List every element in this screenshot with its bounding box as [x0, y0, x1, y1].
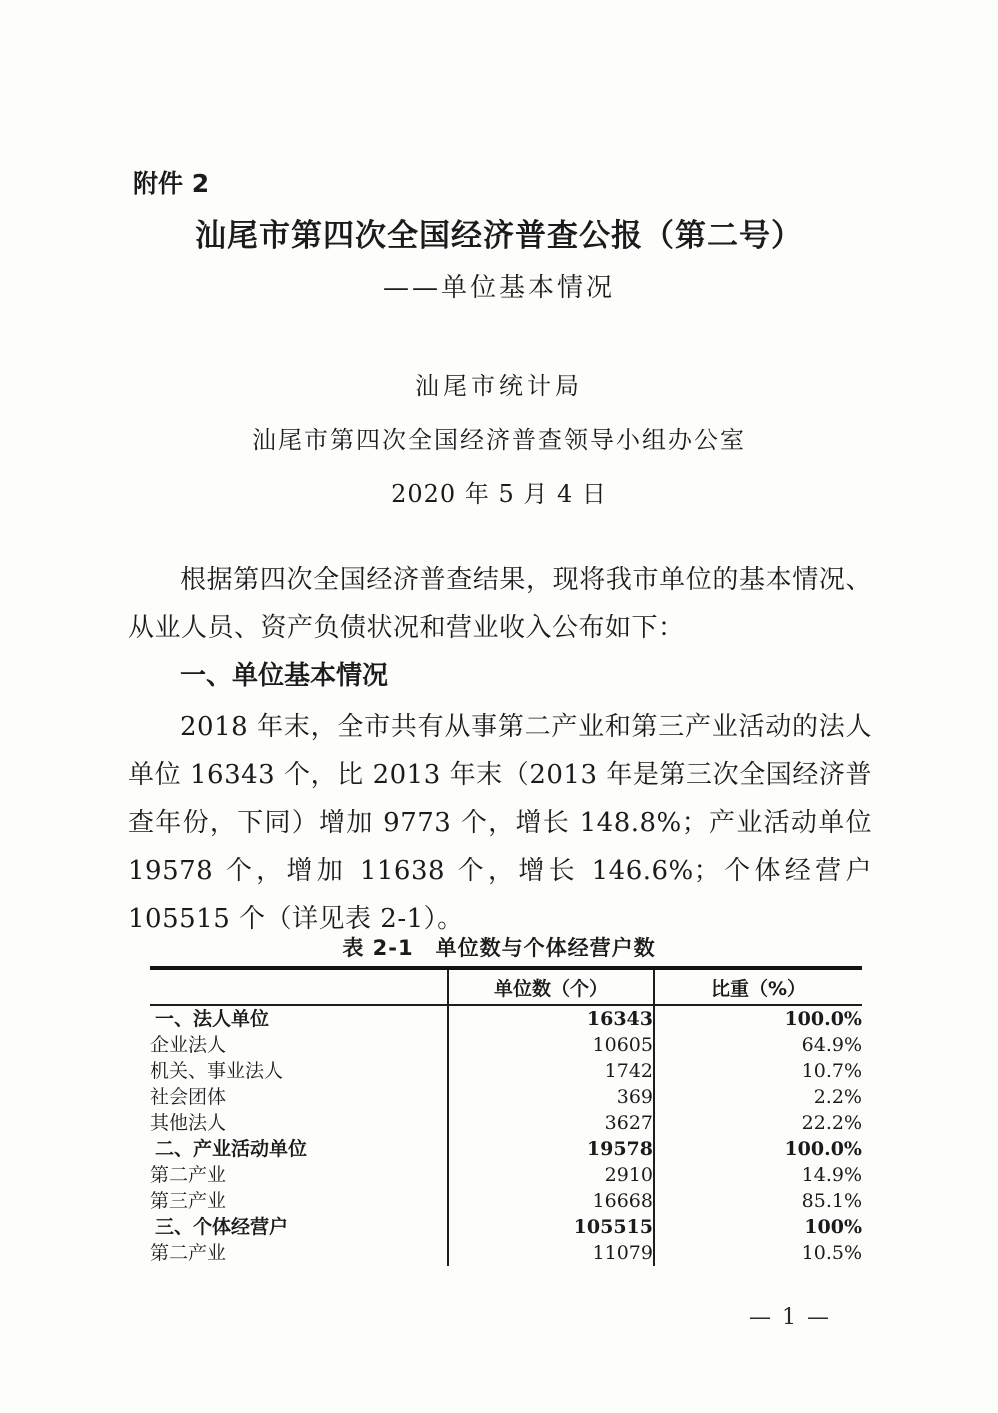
row-units: 105515 [448, 1214, 654, 1240]
table-row [150, 1214, 862, 1240]
header-share: 比重（%） [654, 968, 862, 1005]
table-row [150, 1188, 862, 1214]
row-label: 其他法人 [150, 1112, 227, 1134]
row-label: 二、产业活动单位 [155, 1138, 308, 1160]
row-share: 100.0% [654, 1136, 862, 1162]
table-row [150, 1136, 862, 1162]
table-row [150, 1032, 862, 1058]
row-share: 100% [654, 1214, 862, 1240]
table-row [150, 1005, 862, 1032]
table-row [150, 1058, 862, 1084]
row-share: 85.1% [654, 1188, 862, 1214]
row-share: 2.2% [654, 1084, 862, 1110]
row-label: 企业法人 [150, 1034, 227, 1056]
row-units: 16343 [448, 1005, 654, 1032]
document-date: 2020 年 5 月 4 日 [391, 480, 607, 508]
row-units: 10605 [448, 1032, 654, 1058]
issuer-census-office: 汕尾市第四次全国经济普查领导小组办公室 [252, 426, 746, 454]
row-units: 369 [448, 1084, 654, 1110]
intro-paragraph: 根据第四次全国经济普查结果，现将我市单位的基本情况、从业人员、资产负债状况和营业收入公布如下： [128, 565, 872, 643]
row-units: 3627 [448, 1110, 654, 1136]
row-units: 19578 [448, 1136, 654, 1162]
row-label: 社会团体 [150, 1086, 227, 1108]
table-row [150, 1240, 862, 1266]
row-units: 1742 [448, 1058, 654, 1084]
attachment-label: 附件 2 [133, 169, 210, 198]
page-number: — 1 — [749, 1305, 831, 1330]
row-share: 22.2% [654, 1110, 862, 1136]
row-share: 100.0% [654, 1005, 862, 1032]
table-row [150, 1162, 862, 1188]
units-table [150, 966, 862, 1266]
row-label: 第二产业 [150, 1164, 227, 1186]
table-row [150, 1084, 862, 1110]
row-units: 11079 [448, 1240, 654, 1266]
section-heading: 一、单位基本情况 [180, 661, 389, 691]
row-units: 2910 [448, 1162, 654, 1188]
row-share: 14.9% [654, 1162, 862, 1188]
row-share: 10.7% [654, 1058, 862, 1084]
row-label: 第二产业 [150, 1242, 227, 1264]
document-title: 汕尾市第四次全国经济普查公报（第二号） [195, 218, 803, 254]
body-paragraph: 2018 年末，全市共有从事第二产业和第三产业活动的法人单位 16343 个，比 2013 年末（2013 年是第三次全国经济普查年份，下同）增加 9773 个，增长 148.8%；产业活动单位 19578 个，增加 11638 个，增长 146.6%；个体经营户 105515 个（详见表 2-1）。 [128, 712, 872, 934]
document-subtitle: ——单位基本情况 [382, 273, 615, 303]
table-row [150, 1110, 862, 1136]
row-label: 三、个体经营户 [155, 1216, 289, 1238]
row-label: 第三产业 [150, 1190, 227, 1212]
table-header-row [150, 968, 862, 1005]
row-label: 机关、事业法人 [150, 1060, 284, 1082]
row-share: 64.9% [654, 1032, 862, 1058]
row-units: 16668 [448, 1188, 654, 1214]
row-label: 一、法人单位 [155, 1008, 270, 1030]
table-title: 表 2-1 单位数与个体经营户数 [342, 936, 656, 960]
row-share: 10.5% [654, 1240, 862, 1266]
issuer-statistics-bureau: 汕尾市统计局 [415, 372, 583, 400]
header-unit-count: 单位数（个） [448, 968, 654, 1005]
header-empty [150, 968, 448, 1005]
